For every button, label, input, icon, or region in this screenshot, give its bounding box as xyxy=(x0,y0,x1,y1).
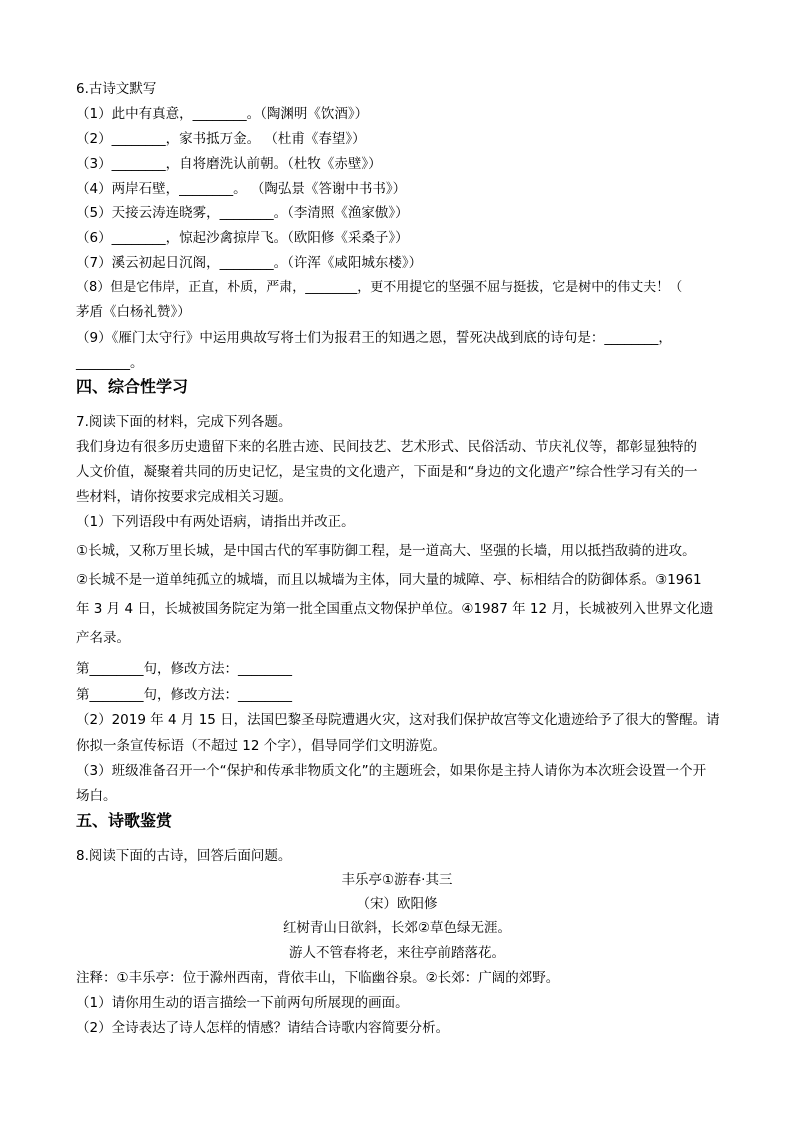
q6-item-9-cont: ________。 xyxy=(76,355,144,371)
q7-passage-3: 年 3 月 4 日，长城被国务院定为第一批全国重点文物保护单位。④1987 年 12 月，长城被列入世界文化遗 xyxy=(76,601,714,617)
q8-intro: 8.阅读下面的古诗，回答后面问题。 xyxy=(76,848,292,864)
poem-title: 丰乐亭①游春·其三 xyxy=(341,872,453,888)
q6-item-6: （6）________，惊起沙禽掠岸飞。（欧阳修《采桑子》） xyxy=(76,230,409,246)
q7-passage-1: ①长城，又称万里长城，是中国古代的军事防御工程，是一道高大、坚强的长墙，用以抵挡敌骑的进攻。 xyxy=(76,543,696,559)
q8-question-2: （2）全诗表达了诗人怎样的情感？请结合诗歌内容简要分析。 xyxy=(76,1020,450,1036)
poem-line-2: 游人不管春将老，来往亭前踏落花。 xyxy=(289,945,505,961)
q6-item-7: （7）溪云初起日沉阁，________。（许浑《咸阳城东楼》） xyxy=(76,255,423,271)
q7-sub3: （3）班级准备召开一个“保护和传承非物质文化”的主题班会，如果你是主持人请你为本次班会设置一个开 xyxy=(76,763,707,779)
q7-passage-4: 产名录。 xyxy=(76,630,130,646)
q6-title: 6.古诗文默写 xyxy=(76,81,157,97)
q7-answer-1: 第________句，修改方法：________ xyxy=(76,661,292,677)
q6-item-2: （2）________，家书抵万金。 （杜甫《春望》） xyxy=(76,131,366,147)
q6-item-4: （4）两岸石壁，________。 （陶弘景《答谢中书书》） xyxy=(76,181,407,197)
poem-author: （宋）欧阳修 xyxy=(356,896,438,912)
q6-item-1: （1）此中有真意，________。（陶渊明《饮酒》） xyxy=(76,106,369,122)
section-5-heading: 五、诗歌鉴赏 xyxy=(76,811,173,830)
section-4-heading: 四、综合性学习 xyxy=(76,377,189,396)
q6-item-5: （5）天接云涛连晓雾，________。（李清照《渔家傲》） xyxy=(76,205,409,221)
q6-item-8: （8）但是它伟岸，正直，朴质，严肃，________，更不用提它的坚强不屈与挺拔，它是树中的伟丈夫！（ xyxy=(76,280,683,295)
q7-answer-2: 第________句，修改方法：________ xyxy=(76,687,292,703)
q6-item-9: （9）《雁门太守行》中运用典故写将士们为报君王的知遇之恩，誓死决战到底的诗句是：________， xyxy=(76,330,672,346)
q8-question-1: （1）请你用生动的语言描绘一下前两句所展现的画面。 xyxy=(76,995,409,1011)
q7-sub3-cont: 场白。 xyxy=(76,788,117,804)
q7-intro: 7.阅读下面的材料，完成下列各题。 xyxy=(76,414,292,430)
q7-passage-2: ②长城不是一道单纯孤立的城墙，而且以城墙为主体，同大量的城障、亭、标相结合的防御体系。③1961 xyxy=(76,572,702,588)
q7-sub2-cont: 你拟一条宣传标语（不超过 12 个字），倡导同学们文明游览。 xyxy=(76,738,447,754)
q7-text-3: 些材料，请你按要求完成相关习题。 xyxy=(76,489,292,505)
q7-sub2: （2）2019 年 4 月 15 日，法国巴黎圣母院遭遇火灾，这对我们保护故宫等文化遗迹给予了很大的警醒。请 xyxy=(76,712,720,728)
q6-item-8-cont: 茅盾《白杨礼赞》） xyxy=(76,304,191,320)
q7-text-1: 我们身边有很多历史遗留下来的名胜古迹、民间技艺、艺术形式、民俗活动、节庆礼仪等，都彰显独特的 xyxy=(76,439,697,455)
poem-note: 注释：①丰乐亭：位于滁州西南，背依丰山，下临幽谷泉。②长郊：广阔的郊野。 xyxy=(76,970,560,986)
q6-item-3: （3）________，自将磨洗认前朝。（杜牧《赤壁》） xyxy=(76,156,382,172)
q7-sub1: （1）下列语段中有两处语病，请指出并改正。 xyxy=(76,514,355,530)
poem-line-1: 红树青山日欲斜，长郊②草色绿无涯。 xyxy=(282,920,512,936)
q7-text-2: 人文价值，凝聚着共同的历史记忆，是宝贵的文化遗产，下面是和“身边的文化遗产”综合性学习有关的一 xyxy=(76,464,698,480)
